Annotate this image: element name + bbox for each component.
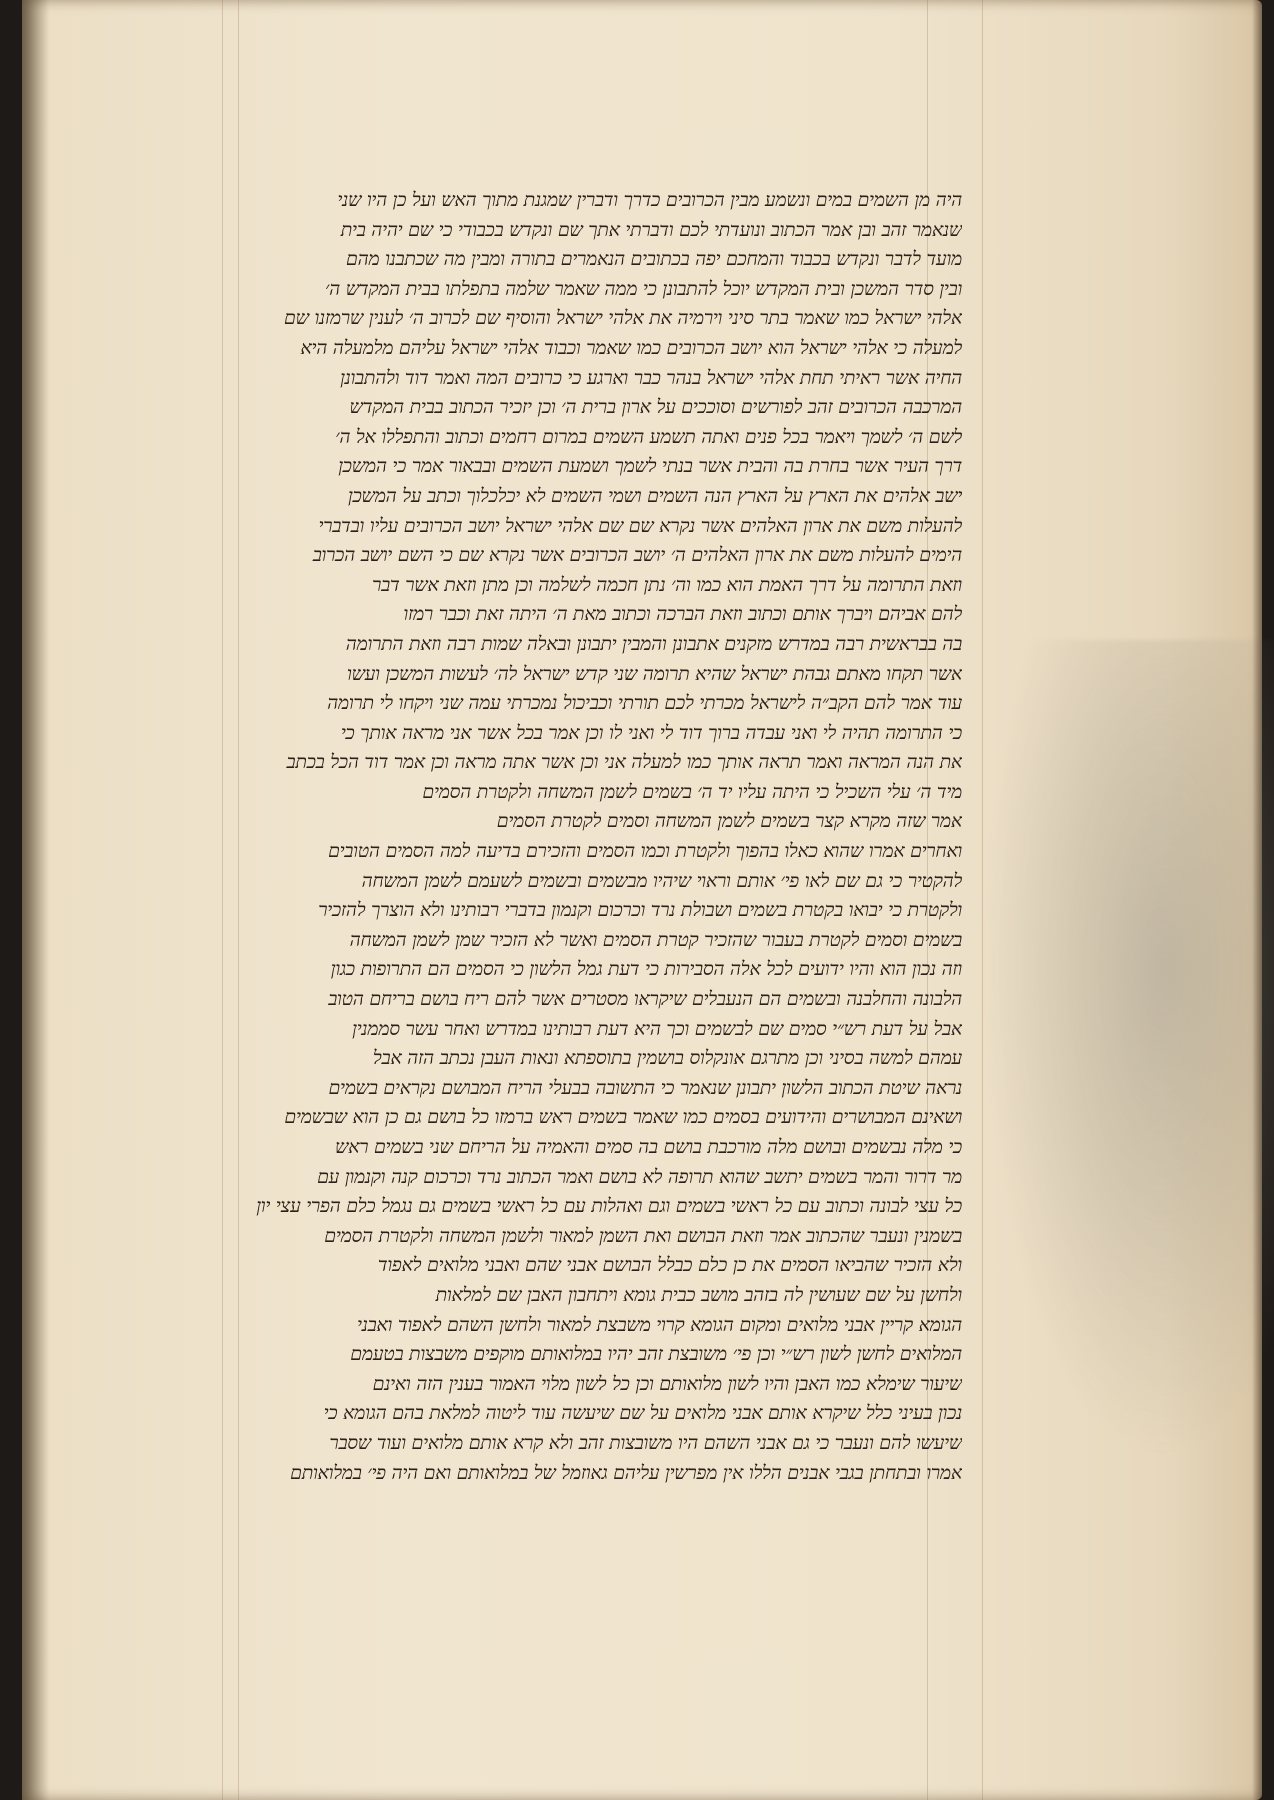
manuscript-line: עוד אמר להם הקב״ה לישראל מכרתי לכם תורתי וכביכול נמכרתי עמה שני ויקחו לי תרומה bbox=[327, 692, 962, 715]
manuscript-line: שיעור שימלא כמו האבן והיו לשון מלואותם וכן כל לשון מלוי האמור בענין הזה ואינם bbox=[372, 1372, 962, 1395]
manuscript-line: מיד ה׳ עלי השכיל כי היתה עליו יד ה׳ בשמים לשמן המשחה ולקטרת הסמים bbox=[422, 780, 962, 803]
manuscript-line: הגומא קריין אבני מלואים ומקום הגומא קרוי משבצת למאור ולחשן השהם לאפוד ואבני bbox=[357, 1313, 962, 1336]
text-column bbox=[227, 186, 962, 1484]
manuscript-line: בשמים וסמים לקטרת בעבור שהזכיר קטרת הסמים ואשר לא הזכיר שמן לשמן המשחה bbox=[349, 928, 962, 951]
manuscript-line: בה בבראשית רבה במדרש מזקנים אתבונן והמבין יתבונן ובאלה שמות רבה וזאת התרומה bbox=[345, 632, 962, 655]
manuscript-line: להעלות משם את ארון האלהים אשר נקרא שם שם אלהי ישראל יושב הכרובים עליו ובדברי bbox=[318, 514, 962, 537]
manuscript-line: לשם ה׳ לשמך ויאמר בכל פנים ואתה תשמע השמים במרום רחמים וכתוב והתפללו אל ה׳ bbox=[335, 425, 962, 448]
manuscript-line: מר דרור והמר בשמים יתשב שהוא תרופה לא בושם ואמר הכתוב נרד וכרכום קנה וקנמון עם bbox=[317, 1165, 962, 1188]
manuscript-line: שנאמר זהב ובן אמר הכתוב ונועדתי לכם ודברתי אתך שם ונקדש בכבודי כי שם יהיה בית bbox=[340, 218, 962, 241]
manuscript-line: הימים להעלות משם את ארון האלהים ה׳ יושב הכרובים אשר נקרא שם כי השם יושב הכרוב bbox=[312, 544, 962, 567]
manuscript-line: ולקטרת כי יבואו בקטרת בשמים ושבולת נרד וכרכום וקנמון בדברי רבותינו ולא הוצרך להזכיר bbox=[318, 899, 962, 922]
manuscript-line: אמר שזה מקרא קצר בשמים לשמן המשחה וסמים לקטרת הסמים bbox=[496, 810, 962, 833]
manuscript-line: היה מן השמים במים ונשמע מבין הכרובים כדרך ודברין שמגנת מתוך האש ועל כן היו שני bbox=[337, 189, 962, 211]
manuscript-line: למעלה כי אלהי ישראל הוא יושב הכרובים כמו שאמר וכבוד אלהי ישראל עליהם מלמעלה היא bbox=[300, 336, 962, 359]
manuscript-line: ושאינם המבושרים והידועים בסמים כמו שאמר בשמים ראש ברמזו כל בושם גם כן הוא שבשמים bbox=[284, 1106, 962, 1129]
manuscript-line: החיה אשר ראיתי תחת אלהי ישראל בנהר כבר וארגע כי כרובים המה ואמר דוד ולהתבונן bbox=[340, 366, 962, 389]
manuscript-line: נראה שיטת הכתוב הלשון יתבונן שנאמר כי התשובה בבעלי הריח המבושם נקראים בשמים bbox=[328, 1076, 962, 1099]
manuscript-line: ולא הזכיר שהביאו הסמים את כן כלם כבלל הבושם אבני שהם ואבני מלואים לאפוד bbox=[377, 1254, 962, 1277]
manuscript-line: וזה נכון הוא והיו ידועים לכל אלה הסבירות כי דעת גמל הלשון כי הסמים הם התרופות כגון bbox=[330, 958, 962, 981]
manuscript-line: נכון בעיני כלל שיקרא אותם אבני מלואים על שם שיעשה עוד ליטוה למלאת בהם הגומא כי bbox=[323, 1402, 962, 1425]
manuscript-line: וזאת התרומה על דרך האמת הוא כמו וה׳ נתן חכמה לשלמה וכן מתן וזאת אשר דבר bbox=[372, 573, 962, 596]
manuscript-line: המלואים לחשן לשון רש״י וכן פי׳ משובצת זהב יהיו במלואותם מוקפים משבצות בטעמם bbox=[350, 1343, 962, 1366]
manuscript-line: אשר תקחו מאתם גבהת ישראל שהיא תרומה שני קדש ישראל לה׳ לעשות המשכן ועשו bbox=[347, 662, 962, 685]
manuscript-line: עמהם למשה בסיני וכן מתרגם אונקלוס בושמין בתוספתא ונאות העבן נכתב הזה אבל bbox=[372, 1047, 962, 1070]
manuscript-line: ובין סדר המשכן ובית המקדש יוכל להתבונן כי ממה שאמר שלמה בתפלתו בבית המקדש ה׳ bbox=[325, 277, 962, 300]
manuscript-line: הלבונה והחלבנה ובשמים הם הנעבלים שיקראו מסטרים אשר להם ריח בושם בריחם הטוב bbox=[328, 988, 962, 1011]
manuscript-line: כל עצי לבונה וכתוב עם כל ראשי בשמים וגם ואהלות עם כל ראשי בשמים גם נגמל כלם הפרי עצי יון bbox=[256, 1195, 962, 1218]
manuscript-line: להם אביהם ויברך אותם וכתוב וזאת הברכה וכתוב מאת ה׳ היתה זאת וכבר רמזו bbox=[403, 603, 962, 626]
spine-shadow bbox=[22, 0, 50, 1800]
margin-ruling-left-outer bbox=[222, 0, 223, 1800]
manuscript-page bbox=[22, 0, 1262, 1800]
manuscript-line: אמרו ובתחתן בגבי אבנים הללו אין מפרשין עליהם גאוזמל של במלואותם ואם היה פי׳ במלואותם bbox=[290, 1461, 962, 1484]
water-stain bbox=[982, 640, 1274, 1460]
manuscript-line: כי מלה נבשמים ובושם מלה מורכבת בושם בה סמים והאמיה על הריחם שני בשמים ראש bbox=[334, 1136, 962, 1158]
manuscript-line: המרכבה הכרובים זהב לפורשים וסוככים על ארון ברית ה׳ וכן יזכיר הכתוב בבית המקדש bbox=[349, 396, 962, 419]
manuscript-line: כי התרומה תהיה לי ואני עבדה ברוך דוד לי ואני לו וכן אמר בכל אשר אני מראה אותך כי bbox=[340, 721, 962, 744]
manuscript-line: ואחרים אמרו שהוא כאלו בהפוך ולקטרת וכמו הסמים והזכירם בדיעה למה הסמים הטובים bbox=[328, 840, 962, 863]
manuscript-line: שיעשו להם ונעבר כי גם אבני השהם היו משובצות זהב ולא קרא אותם מלואים ועוד שסבר bbox=[329, 1431, 962, 1454]
page-edge bbox=[1252, 0, 1262, 1800]
manuscript-line: את הנה המראה ואמר תראה אותך כמו למעלה אני וכן אשר אתה מראה וכן אמר דוד הכל בכתב bbox=[286, 751, 962, 774]
manuscript-line: דרך העיר אשר בחרת בה והבית אשר בנתי לשמך ושמעת השמים ובבאור אמר כי המשכן bbox=[338, 455, 962, 478]
manuscript-line: ולחשן על שם שעושין לה בזהב מושב כבית גומא ויתחבון האבן שם למלאות bbox=[435, 1283, 962, 1306]
manuscript-line: אלהי ישראל כמו שאמר בתר סיני וירמיה את אלהי ישראל והוסיף שם לכרוב ה׳ לענין שרמזנו שם bbox=[284, 307, 962, 330]
manuscript-line: מועד לדבר ונקדש בכבוד והמחכם יפה בכתובים הנאמרים בתורה ומבין מה שכתבנו מהם bbox=[346, 248, 962, 271]
manuscript-line: בשמנין ונעבר שהכתוב אמר וזאת הבושם ואת השמן למאור ולשמן המשחה ולקטרת הסמים bbox=[324, 1224, 962, 1247]
manuscript-line: אבל על דעת רש״י סמים שם לבשמים וכך היא דעת רבותינו במדרש ואחר עשר סממנין bbox=[352, 1017, 962, 1040]
manuscript-line: להקטיר כי גם שם לאו פי׳ אותם וראוי שיהיו מבשמים ובשמים לשעמם לשמן המשחה bbox=[361, 869, 962, 892]
manuscript-line: ישב אלהים את הארץ על הארץ הנה השמים ושמי השמים לא יכלכלוך וכתב על המשכן bbox=[348, 484, 962, 507]
